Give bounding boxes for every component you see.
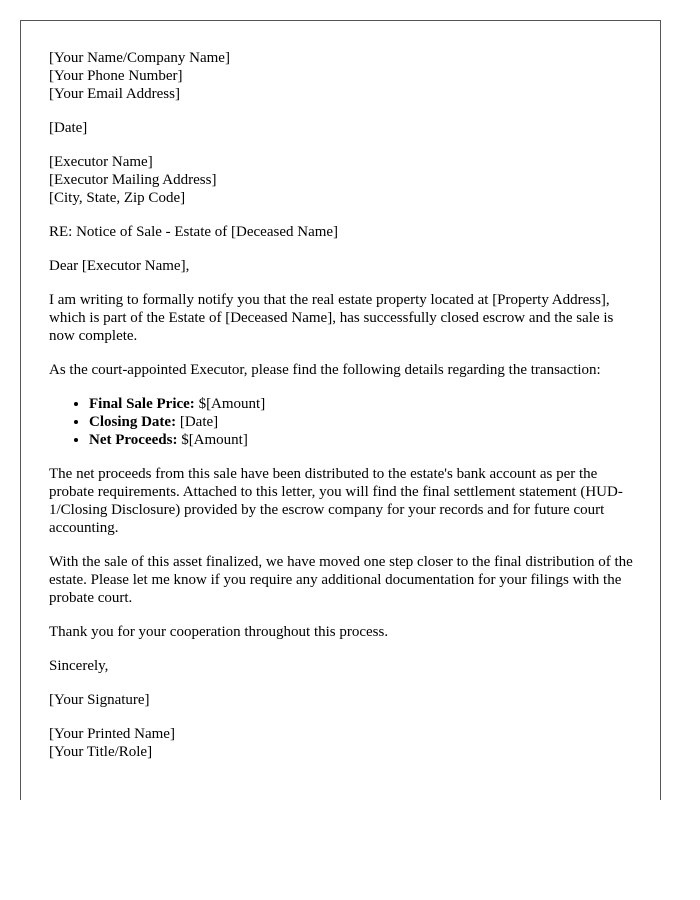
sender-email: [Your Email Address]: [49, 86, 180, 102]
closing: Sincerely,: [49, 658, 109, 674]
paragraph-next-steps: With the sale of this asset finalized, we have moved one step closer to the final distribution of the estate. Please let me know if you require any additional documentation for your filings with the probate court.: [49, 554, 633, 606]
date-line: [Date]: [49, 120, 88, 136]
detail-closing-date: [89, 413, 639, 431]
detail-label: Net Proceeds:: [89, 432, 178, 448]
sender-block: [49, 49, 639, 103]
signature: [Your Signature]: [49, 692, 150, 708]
sender-name: [Your Name/Company Name]: [49, 50, 230, 66]
recipient-block: [49, 153, 639, 207]
printed-name: [Your Printed Name]: [49, 726, 175, 742]
detail-label: Closing Date:: [89, 414, 177, 430]
detail-final-sale-price: [89, 395, 639, 413]
detail-net-proceeds: [89, 431, 639, 449]
paragraph-proceeds: The net proceeds from this sale have been distributed to the estate's bank account as per the probate requirements. Attached to this letter, you will find the final settlement statement (HUD-1/Closing Disclosure) provided by the escrow company for your records and for future court accounting.: [49, 466, 623, 536]
sender-phone: [Your Phone Number]: [49, 68, 183, 84]
salutation: Dear [Executor Name],: [49, 258, 190, 274]
detail-value: $[Amount]: [194, 396, 266, 412]
details-list: [49, 395, 639, 449]
detail-value: [Date]: [176, 414, 219, 430]
recipient-address: [Executor Mailing Address]: [49, 172, 217, 188]
detail-label: Final Sale Price:: [89, 396, 195, 412]
letter-content: [49, 49, 639, 777]
paragraph-notice: I am writing to formally notify you that the real estate property located at [Property Address], which is part of the Estate of [Deceased Name], has successfully closed escrow and the sale is now complete.: [49, 292, 614, 344]
letter-page: [20, 20, 661, 800]
detail-value: $[Amount]: [177, 432, 248, 448]
recipient-city-state-zip: [City, State, Zip Code]: [49, 190, 186, 206]
recipient-name: [Executor Name]: [49, 154, 153, 170]
subject-line: RE: Notice of Sale - Estate of [Deceased Name]: [49, 224, 339, 240]
title-role: [Your Title/Role]: [49, 744, 153, 760]
paragraph-thanks: Thank you for your cooperation throughout this process.: [49, 624, 389, 640]
signoff-block: [49, 725, 639, 761]
paragraph-details-intro: As the court-appointed Executor, please find the following details regarding the transaction:: [49, 362, 601, 378]
